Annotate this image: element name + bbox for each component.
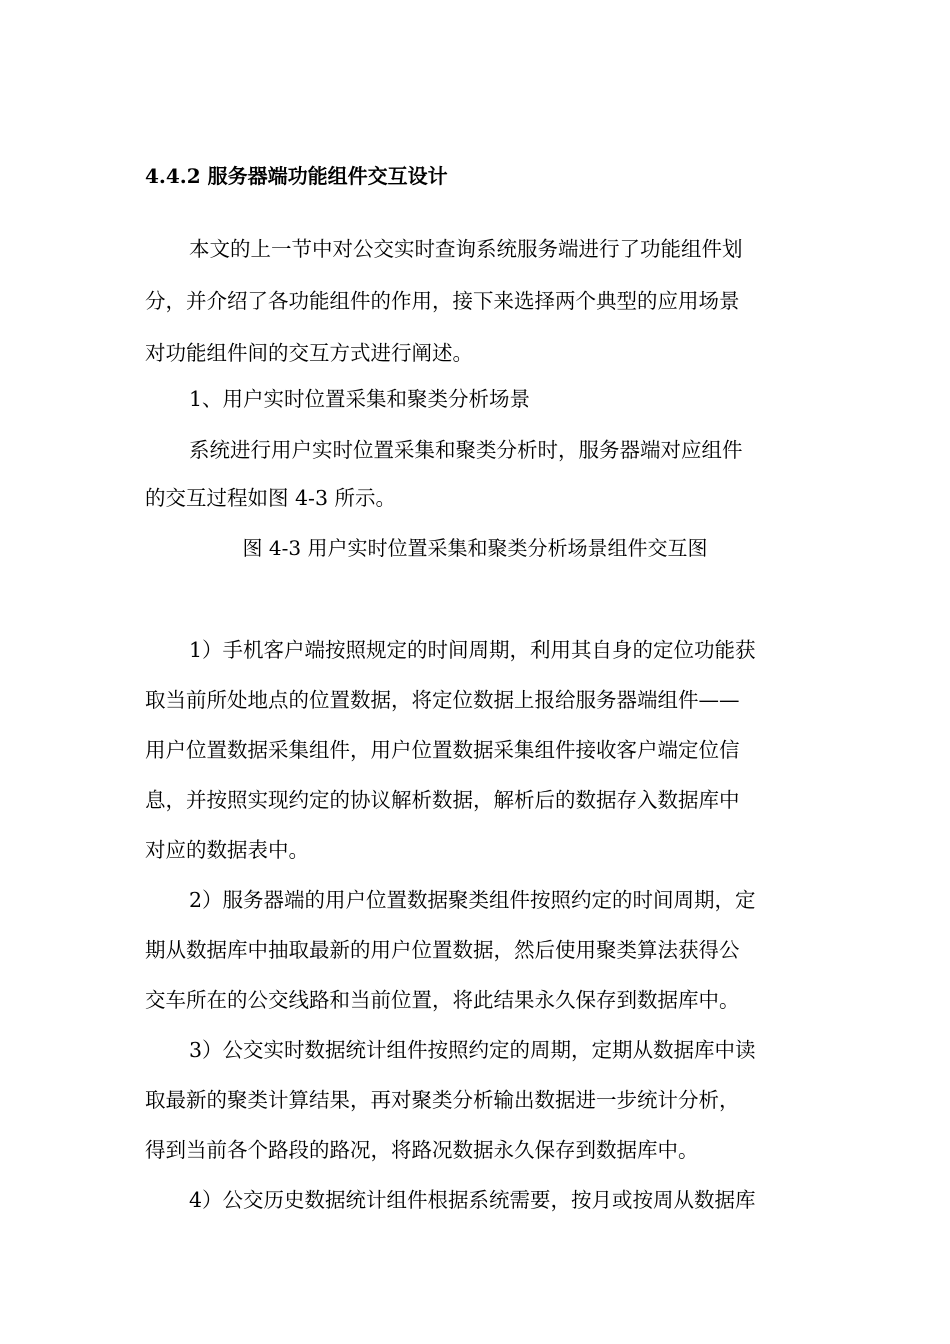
intro-line: 对功能组件间的交互方式进行阐述。 — [145, 341, 473, 365]
step1-line: 息，并按照实现约定的协议解析数据，解析后的数据存入数据库中 — [145, 788, 740, 812]
scenario-desc-line: 的交互过程如图 4-3 所示。 — [145, 486, 397, 510]
scenario-desc-line: 系统进行用户实时位置采集和聚类分析时，服务器端对应组件 — [189, 438, 743, 462]
step1-line: 用户位置数据采集组件，用户位置数据采集组件接收客户端定位信 — [145, 738, 740, 762]
intro-line: 分，并介绍了各功能组件的作用，接下来选择两个典型的应用场景 — [145, 289, 740, 313]
step2-line: 期从数据库中抽取最新的用户位置数据，然后使用聚类算法获得公 — [145, 938, 740, 962]
step4-line: 4）公交历史数据统计组件根据系统需要，按月或按周从数据库 — [189, 1188, 756, 1212]
figure-caption: 图 4-3 用户实时位置采集和聚类分析场景组件交互图 — [242, 536, 708, 560]
step3-line: 得到当前各个路段的路况，将路况数据永久保存到数据库中。 — [145, 1138, 699, 1162]
step1-line: 1）手机客户端按照规定的时间周期，利用其自身的定位功能获 — [189, 638, 756, 662]
step2-line: 2）服务器端的用户位置数据聚类组件按照约定的时间周期，定 — [189, 888, 756, 912]
section-heading: 4.4.2 服务器端功能组件交互设计 — [145, 164, 448, 188]
step3-line: 3）公交实时数据统计组件按照约定的周期，定期从数据库中读 — [189, 1038, 756, 1062]
step1-line: 对应的数据表中。 — [145, 838, 309, 862]
step1-line: 取当前所处地点的位置数据，将定位数据上报给服务器端组件—— — [145, 688, 740, 712]
scenario-title: 1、用户实时位置采集和聚类分析场景 — [189, 387, 531, 411]
intro-line: 本文的上一节中对公交实时查询系统服务端进行了功能组件划 — [189, 237, 743, 261]
step2-line: 交车所在的公交线路和当前位置，将此结果永久保存到数据库中。 — [145, 988, 740, 1012]
step3-line: 取最新的聚类计算结果，再对聚类分析输出数据进一步统计分析， — [145, 1088, 740, 1112]
